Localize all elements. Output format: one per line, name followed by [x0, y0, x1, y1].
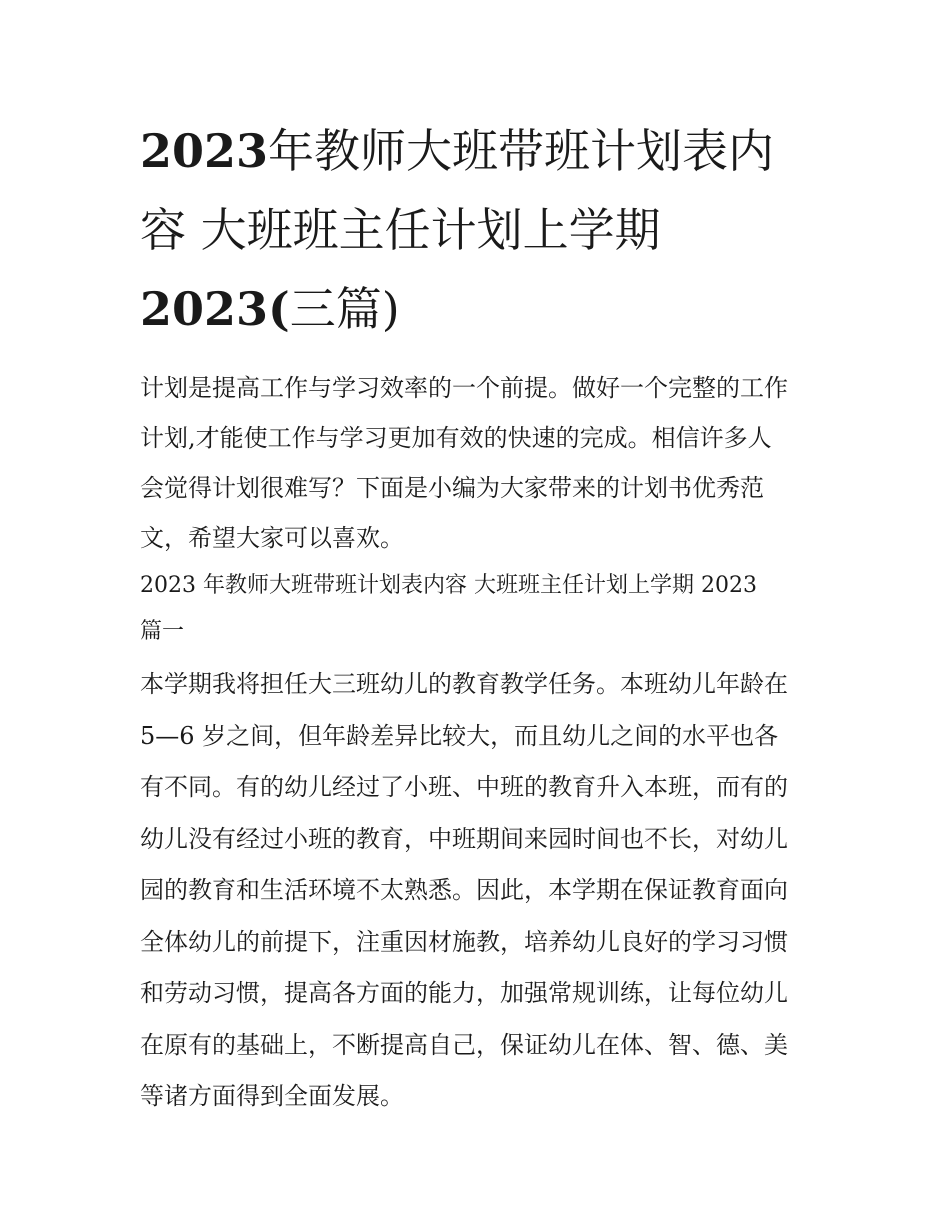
intro-paragraph [140, 363, 812, 563]
section-heading-line: 篇一 [140, 619, 185, 644]
title-text: 年教师大班带班计划表内 [268, 124, 775, 178]
title-number: 2023( [140, 282, 290, 336]
body-line: 幼儿没有经过小班的教育，中班期间来园时间也不长，对幼儿 [140, 824, 788, 853]
body-line: 全体幼儿的前提下，注重因材施教，培养幼儿良好的学习习惯 [140, 927, 788, 956]
body-line: 本学期我将担任大三班幼儿的教育教学任务。本班幼儿年龄在 [140, 670, 788, 698]
document-title [140, 112, 812, 349]
body-paragraph [140, 659, 812, 1123]
title-line [140, 270, 812, 349]
title-line [140, 112, 812, 191]
section-heading-line: 2023 年教师大班带班计划表内容 大班班主任计划上学期 2023 [140, 573, 757, 598]
section-heading [140, 563, 812, 655]
intro-line: 计划,才能使工作与学习更加有效的快速的完成。相信许多人 [140, 424, 772, 452]
body-line: 5—6 岁之间，但年龄差异比较大，而且幼儿之间的水平也各 [140, 721, 779, 750]
title-text: 容 大班班主任计划上学期 [140, 203, 661, 257]
body-line: 园的教育和生活环境不太熟悉。因此，本学期在保证教育面向 [140, 876, 788, 904]
intro-line: 会觉得计划很难写？下面是小编为大家带来的计划书优秀范 [140, 474, 764, 502]
document-page [140, 112, 812, 1123]
body-line: 在原有的基础上，不断提高自己，保证幼儿在体、智、德、美 [140, 1030, 788, 1059]
body-line: 和劳动习惯，提高各方面的能力，加强常规训练，让每位幼儿 [140, 979, 788, 1007]
body-line: 有不同。有的幼儿经过了小班、中班的教育升入本班，而有的 [140, 773, 788, 801]
intro-line: 文，希望大家可以喜欢。 [140, 524, 404, 552]
title-line [140, 191, 812, 270]
intro-line: 计划是提高工作与学习效率的一个前提。做好一个完整的工作 [140, 374, 788, 402]
title-number: 2023 [140, 124, 269, 178]
title-text: 三篇) [289, 282, 400, 336]
body-line: 等诸方面得到全面发展。 [140, 1082, 404, 1110]
